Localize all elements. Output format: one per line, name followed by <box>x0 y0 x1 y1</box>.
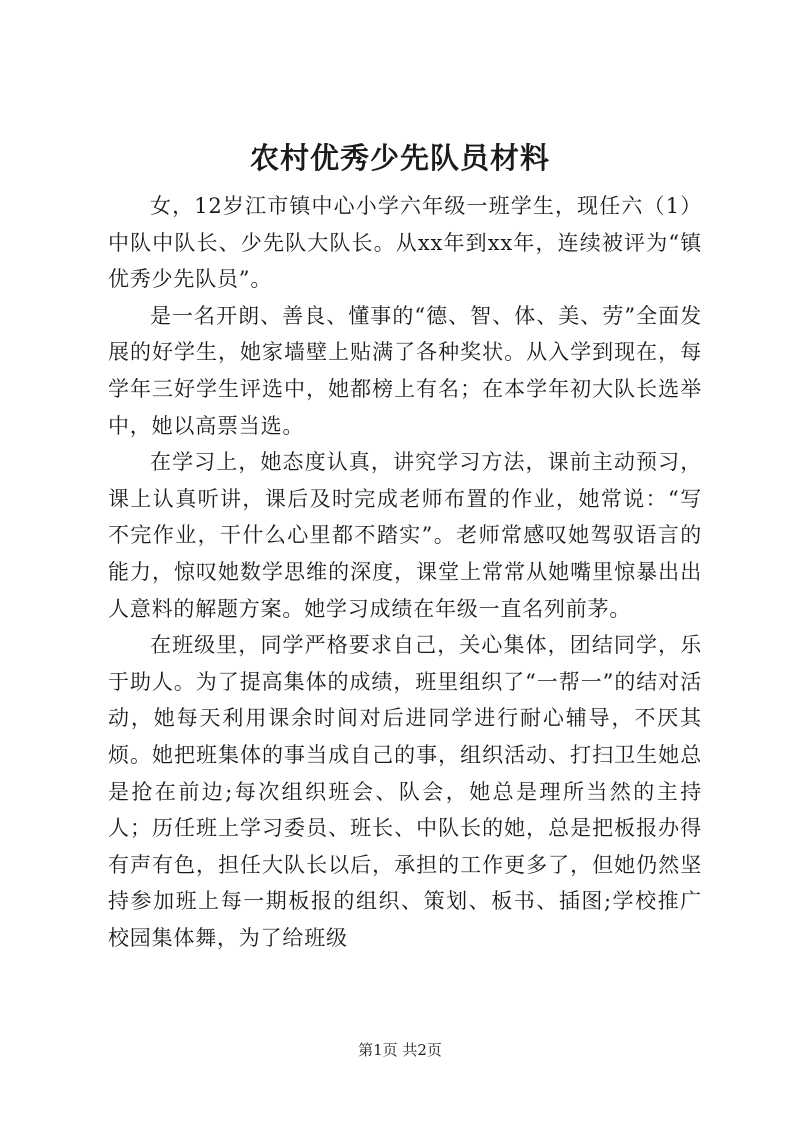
document-body <box>108 188 702 956</box>
paragraph-intro: 女，12岁江市镇中心小学六年级一班学生，现任六（1）中队中队长、少先队大队长。从xx年到xx年，连续被评为“镇优秀少先队员”。 <box>108 194 702 292</box>
paragraph-class: 在班级里，同学严格要求自己，关心集体，团结同学，乐于助人。为了提高集体的成绩，班里组织了“一帮一”的结对活动，她每天利用课余时间对后进同学进行耐心辅导，不厌其烦。她把班集体的事当成自己的事，组织活动、打扫卫生她总是抢在前边;每次组织班会、队会，她总是理所当然的主持人；历任班上学习委员、班长、中队长的她，总是把板报办得有声有色，担任大队长以后，承担的工作更多了，但她仍然坚持参加班上每一期板报的组织、策划、板书、插图;学校推广校园集体舞，为了给班级 <box>108 633 702 950</box>
page-number-footer: 第1页 共2页 <box>358 1041 442 1059</box>
paragraph-study: 在学习上，她态度认真，讲究学习方法，课前主动预习，课上认真听讲，课后及时完成老师布置的作业，她常说：“写不完作业，干什么心里都不踏实”。老师常感叹她驾驭语言的能力，惊叹她数学思维的深度，课堂上常常从她嘴里惊暴出出人意料的解题方案。她学习成绩在年级一直名列前茅。 <box>108 450 702 621</box>
document-title: 农村优秀少先队员材料 <box>249 141 550 175</box>
paragraph-character: 是一名开朗、善良、懂事的“德、智、体、美、劳”全面发展的好学生，她家墙壁上贴满了各种奖状。从入学到现在，每学年三好学生评选中，她都榜上有名；在本学年初大队长选举中，她以高票当选。 <box>108 303 702 438</box>
